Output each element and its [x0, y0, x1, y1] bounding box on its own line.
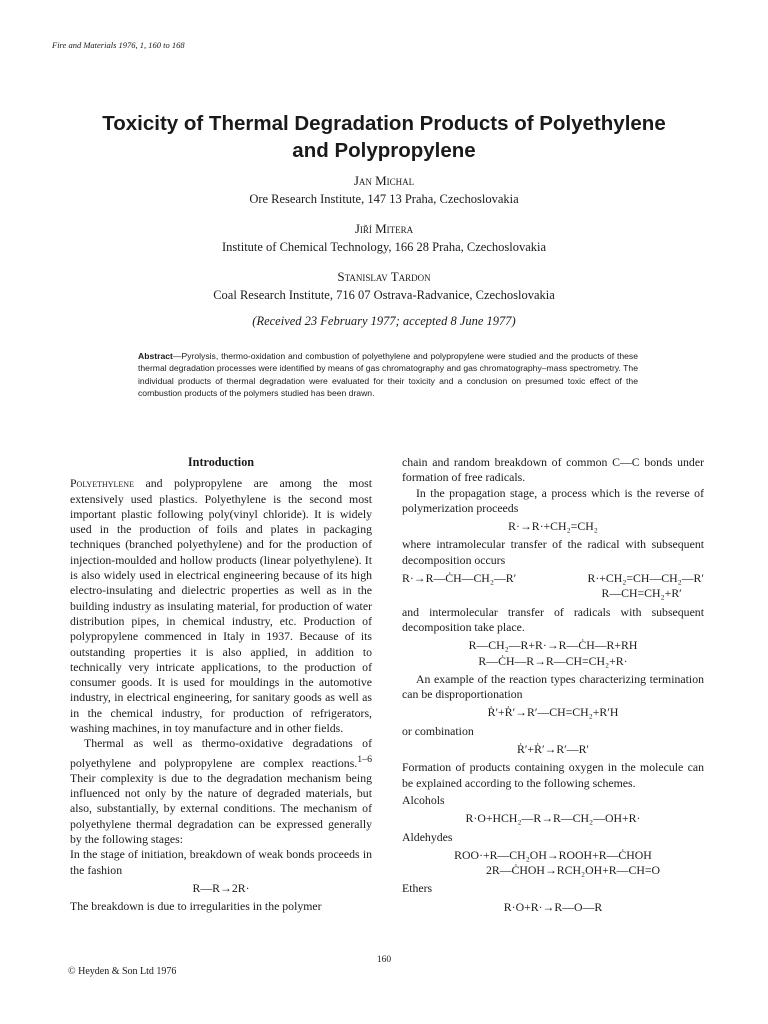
author-block: [0, 171, 768, 315]
paragraph-text: Their complexity is due to the degradation mechanism being influenced not only by the nature of degraded materials, but also, substantially, by external conditions. The mechanism of polyethylene thermal degradation can be expressed generally by the following stages:: [70, 770, 372, 847]
paragraph: and intermolecular transfer of radicals with subsequent decomposition take place.: [402, 604, 704, 634]
paper-title: [0, 110, 768, 164]
scheme-label-aldehydes: Aldehydes: [402, 829, 453, 844]
author-affiliation: Coal Research Institute, 716 07 Ostrava-Radvanice, Czechoslovakia: [213, 288, 555, 302]
author-name: Jan Michal: [353, 173, 415, 188]
abstract-label: Abstract: [138, 351, 173, 361]
equation: R·→R—ĊH—CH₂—R′: [402, 571, 517, 586]
abstract-text: —Pyrolysis, thermo-oxidation and combustion of polyethylene and polypropylene were studied and the products of these thermal degradation processes were identified by means of gas chromatography and gas chromatography–mass spectrometry. The individual products of thermal degradation were evaluated for their toxicity and a conclusion on presumed toxic effect of the combustion products of the polymers studied has been drawn.: [138, 351, 638, 399]
paragraph: Formation of products containing oxygen in the molecule can be explained according to the following schemes.: [402, 760, 704, 790]
paragraph: In the stage of initiation, breakdown of weak bonds proceeds in the fashion: [70, 847, 372, 877]
author-affiliation: Institute of Chemical Technology, 166 28 Praha, Czechoslovakia: [221, 240, 547, 254]
equation: Ṙ′+Ṙ′→R′—CH=CH₂+R′H: [487, 705, 619, 720]
left-column: [70, 455, 372, 915]
title-line-1: Toxicity of Thermal Degradation Products of Polyethylene: [102, 112, 666, 135]
equation: ROO·+R—CH₂OH→ROOH+R—ĊHOH: [454, 847, 652, 862]
equation: R·O+HCH₂—R→R—CH₂—OH+R·: [465, 811, 641, 826]
equation: R·→R·+CH₂=CH₂: [508, 519, 598, 534]
title-line-2: and Polypropylene: [292, 139, 476, 162]
paragraph: [70, 736, 372, 847]
author-affiliation: Ore Research Institute, 147 13 Praha, Czechoslovakia: [249, 192, 519, 206]
equation: R·O+R·→R—O—R: [503, 899, 603, 914]
scheme-label-ethers: Ethers: [402, 881, 433, 896]
equation: R—R→2R·: [192, 880, 250, 895]
paragraph-text: and polypropylene are among the most extensively used plastics. Polyethylene is the second most important plastic following poly(vinyl chloride). It is widely used in the production of foils and plates in packaging techniques (branched polyethylene) and for the production of injection-moulded and hollow products (linear polyethylene). It is also widely used in electrical engineering because of its high electro-insulating and dielectric properties as well as in the building industry as insulating material, for production of water distribution pipes, in chemical industry, etc. Production of polypropylene commenced in Italy in 1937. Because of its outstanding properties it is also applied, in addition to technically very intricate applications, to the production of consumer goods. It is used for mouldings in the automotive industry, in electrical engineering, for sanitary goods as well as in the chemical industry, for production of refrigerators, washing machines, in toy manufacture and in other fields.: [70, 476, 372, 736]
paragraph: An example of the reaction types characterizing termination can be disproportionation: [402, 671, 704, 702]
received-date: (Received 23 February 1977; accepted 8 June 1977): [252, 314, 516, 328]
author-name: Jiří Mitera: [354, 221, 414, 236]
paragraph: In the propagation stage, a process which is the reverse of polymerization proceeds: [402, 485, 704, 515]
equation: R—CH₂—R+R·→R—ĊH—R+RH: [468, 638, 638, 653]
abstract: [138, 350, 638, 400]
equation: R·+CH₂=CH—CH₂—R′: [587, 571, 704, 586]
equation: R—ĊH—R→R—CH=CH₂+R·: [478, 653, 628, 668]
paragraph: chain and random breakdown of common C—C bonds under formation of free radicals.: [402, 455, 704, 485]
equation-pair: [402, 571, 704, 602]
page-number: 160: [376, 955, 392, 965]
paragraph-lead: Polyethylene: [70, 476, 134, 491]
journal-citation: Fire and Materials 1976, 1, 160 to 168: [52, 40, 185, 50]
paragraph: where intramolecular transfer of the radical with subsequent decomposition occurs: [402, 537, 704, 567]
copyright-notice: © Heyden & Son Ltd 1976: [68, 966, 177, 977]
paragraph: [70, 476, 372, 736]
paragraph: or combination: [402, 723, 474, 738]
equation: R—CH=CH₂+R′: [601, 586, 682, 601]
scheme-label-alcohols: Alcohols: [402, 792, 445, 807]
section-heading-introduction: Introduction: [187, 455, 255, 469]
right-column: [402, 455, 704, 918]
paragraph-text: Thermal as well as thermo-oxidative degradations of polyethylene and polypropylene are complex reactions.: [70, 736, 372, 770]
paragraph: The breakdown is due to irregularities in the polymer: [70, 899, 322, 914]
author-name: Stanislav Tardon: [337, 269, 431, 284]
equation-stack: [587, 571, 704, 602]
equation: 2R—ĊHOH→RCH₂OH+R—CH=O: [485, 863, 661, 878]
equation: Ṙ′+Ṙ′→R′—R′: [516, 742, 590, 757]
citation-ref: 1–6: [357, 753, 372, 765]
